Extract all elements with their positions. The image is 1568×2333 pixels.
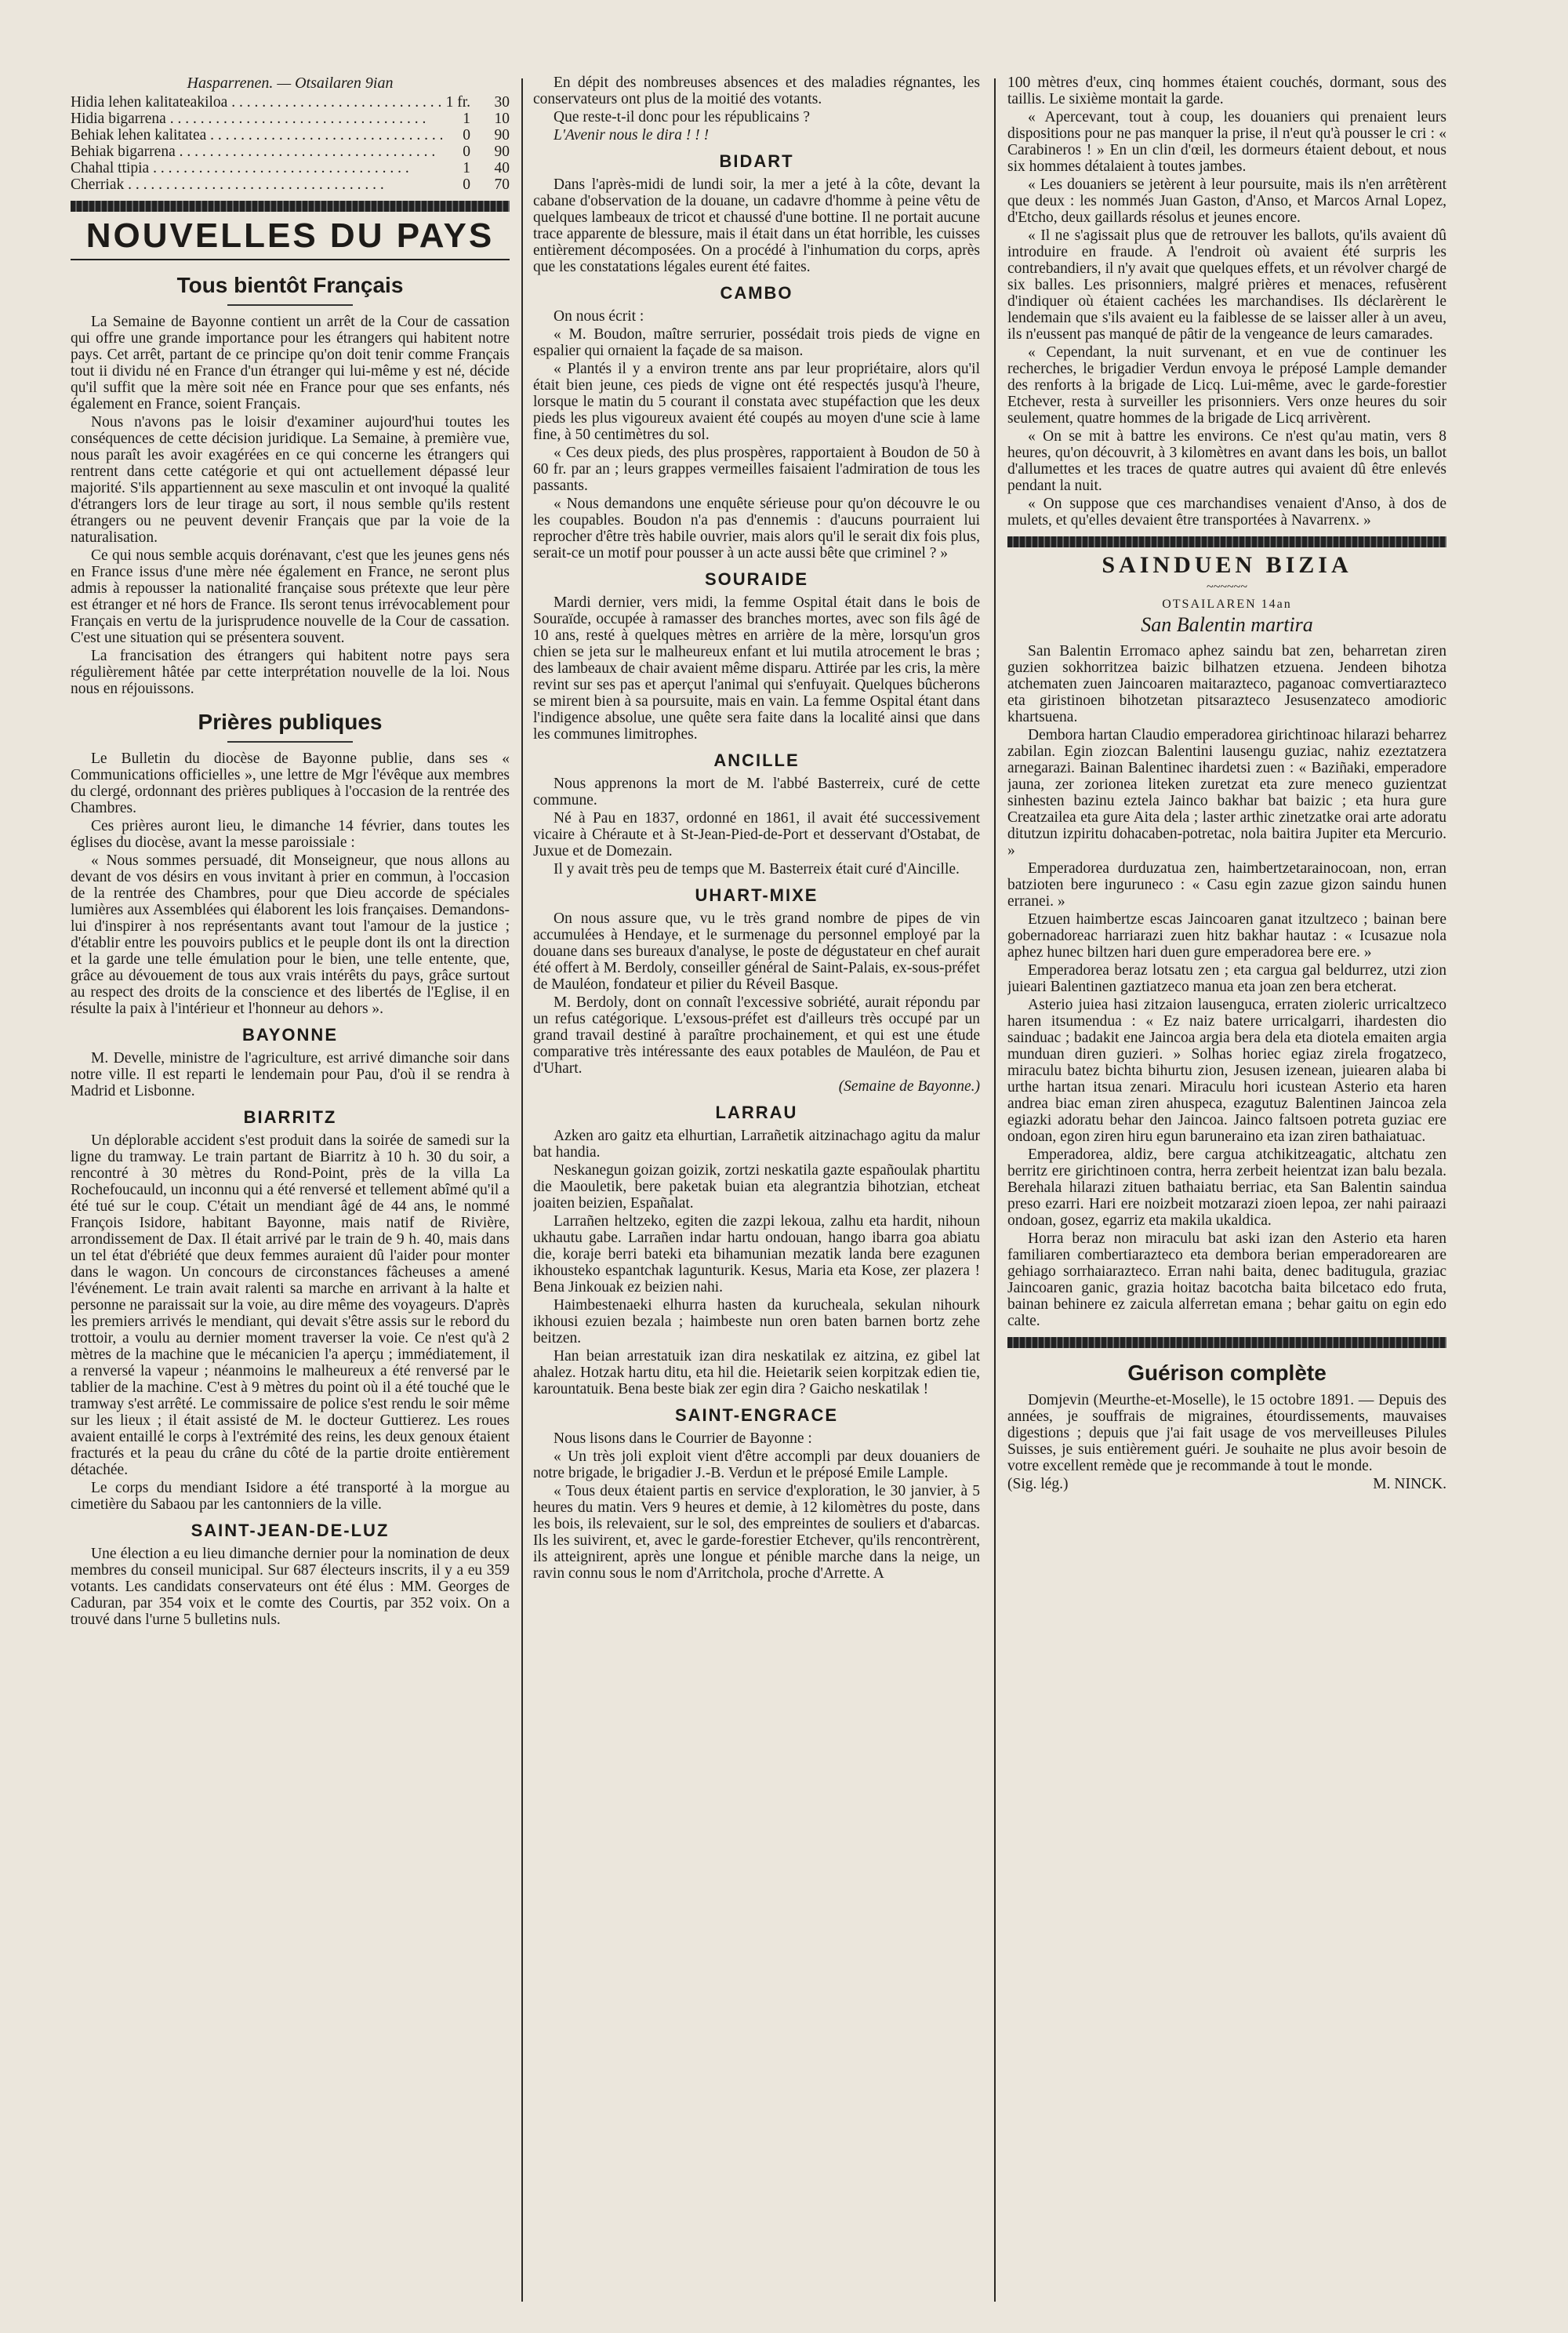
section-heading: BAYONNE — [242, 1025, 338, 1045]
section-banner: SAINDUEN BIZIA — [1102, 552, 1352, 578]
column-3 — [1007, 74, 1446, 2302]
paragraph: « Apercevant, tout à coup, les douaniers qui prenaient leurs dispositions pour ne pas manquer la prise, il n'eut qu'à pousser le cri : « Carabineros ! » En un clin d'œil, les dormeurs étaient debout, et nous six hommes détalaient à toutes jambes. — [1007, 109, 1446, 175]
paragraph: « Les douaniers se jetèrent à leur poursuite, mais ils n'en arrêtèrent que deux : les nommés Juan Gaston, d'Anso, et Marcos Arnal Lopez, d'Etcho, deux gaillards résolus et jeunes encore. — [1007, 176, 1446, 226]
paragraph: « M. Boudon, maître serrurier, possédait trois pieds de vigne en espalier qui ornaient la façade de sa maison. — [533, 326, 980, 359]
article-title: San Balentin martira — [1141, 613, 1313, 636]
paragraph: En dépit des nombreuses absences et des maladies régnantes, les conservateurs ont plus de la moitié des votants. — [533, 74, 980, 107]
paragraph: Han beian arrestatuik izan dira neskatilak ez aitzina, ez gibel lat ahalez. Hotzak hartu ditu, eta hil die. Heietarik seien korpitzak edien tie, karountatuik. Bena beste biak zer egin dira ? Gaicho neskatilak ! — [533, 1348, 980, 1397]
decorative-rule — [1007, 1337, 1446, 1348]
column-1 — [71, 74, 510, 2302]
price-row: Behiak bigarrena . . . 0 90 — [71, 144, 510, 160]
section-banner: NOUVELLES DU PAYS — [71, 216, 510, 260]
paragraph: La Semaine de Bayonne contient un arrêt de la Cour de cassation qui offre une grande importance pour les étrangers qui habitent notre pays. Cet arrêt, partant de ce principe qu'on doit tenir comme Français tout ii dividu né en France d'un étranger qui lui-même y est né, décide qu'il suffit que la mère soit née en France pour que ses enfants, nés également en France, soient Français. — [71, 314, 510, 412]
paragraph: Le corps du mendiant Isidore a été transporté à la morgue au cimetière du Sabaou par les cantonniers de la ville. — [71, 1480, 510, 1513]
paragraph: Horra beraz non miraculu bat aski izan den Asterio eta haren familiaren combertiarazteco eta dembora berian emperadorearen are gehiago sorrhaiarazteco. Erran nahi baita, denec baditugula, graziac Jaincoaren ganic, grazia hoitaz bacotcha baita bilcetaco edo fruta, bainan behinere ez zaicula alferretan emana ; behar gaitu on egin edo calte. — [1007, 1230, 1446, 1329]
paragraph: Il y avait très peu de temps que M. Basterreix était curé d'Aincille. — [554, 861, 960, 878]
article-title: Guérison complète — [1127, 1361, 1327, 1385]
paragraph: « Nous sommes persuadé, dit Monseigneur, que nous allons au devant de vos désirs en vous invitant à prier en commun, à l'occasion de la rentrée des Chambres, pour que Dieu accorde de spéciales lumières aux Assemblées qui élaborent les lois françaises. Demandons-lui d'inspirer à nos représentants avant tout l'amour de la justice ; d'établir entre les pouvoirs publics et le peuple dont ils ont la direction et la garde une telle émulation pour le bien, une telle entente, que, grâce au dévouement de tous aux vrais intérêts du pays, grâce surtout au respect des droits de la conscience et des libertés de l'Eglise, il en résulte la paix à l'intérieur et l'honneur au dehors ». — [71, 852, 510, 1017]
section-heading: BIDART — [719, 151, 794, 171]
section-heading: UHART-MIXE — [695, 885, 818, 905]
source-credit: (Semaine de Bayonne.) — [838, 1078, 980, 1095]
paragraph: La francisation des étrangers qui habitent notre pays sera régulièrement hâtée par cette interprétation nouvelle de la loi. Nous nous en réjouissons. — [71, 648, 510, 697]
paragraph: Haimbestenaeki elhurra hasten da kurucheala, sekulan nihourk ikhousi ezuien bezala ; haimbeste nun oren baten barnen bortz zehe beitzen. — [533, 1297, 980, 1346]
signature-line — [1007, 1476, 1446, 1493]
paragraph: « Tous deux étaient partis en service d'exploration, le 30 janvier, à 5 heures du matin. Vers 9 heures et demie, à 12 kilomètres du poste, dans les bois, ils relevaient, sur le sol, des empreintes de souliers et d'abarcas. Ils les suivirent, et, avec le garde-forestier Etchever, qu'ils rencontrèrent, ils atteignirent, après une longue et pénible marche dans la neige, un ravin connu sous le nom d'Arritchola, proche d'Arrette. A — [533, 1483, 980, 1582]
wave-ornament: ~~~~~~ — [1207, 580, 1247, 594]
decorative-rule — [71, 201, 510, 212]
column-2 — [533, 74, 980, 2302]
paragraph: Dembora hartan Claudio emperadorea girichtinoac hilarazi beharrez zabilan. Egin ziozcan Balentini lausengu guziac, nahiz ezeztatzera arnegarazi. Bainan Balentinec ihardetsi zuen : « Baziñaki, emperadore jauna, zer zorionea liteken zuretzat eta zure meneco guzientzat sinhesten bazinu eztela Jainco bakhar bat baizic ; eta hura gure Creatzailea eta gure Aita dela ; laster arthic zinetzatke orai arte adoratu ditutzun izpiritu dohacaben-potretac, nola baitira Jupiter eta Mercurio. » — [1007, 727, 1446, 859]
paragraph: Nous apprenons la mort de M. l'abbé Basterreix, curé de cette commune. — [533, 776, 980, 809]
section-heading: BIARRITZ — [243, 1107, 337, 1127]
price-row: Cherriak . . . 0 70 — [71, 176, 510, 193]
paragraph: Un déplorable accident s'est produit dans la soirée de samedi sur la ligne du tramway. Le train partant de Biarritz à 10 h. 30 du soir, a rencontré à 30 mètres du Rond-Point, près de la villa La Rochefoucauld, un inconnu qui a été renversé et tellement abîmé qu'il a été tué sur le coup. C'était un mendiant âgé de 44 ans, le nommé François Isidore, habitant Bayonne, mais natif de Rivière, arrondissement de Dax. Il était arrivé par le train de 9 h. 40, mais dans un tel état d'ébriété que deux femmes auraient dû l'aider pour monter dans le wagon. Un concours de circonstances fâcheuses a amené l'événement. Le train avait ralenti sa marche en arrivant à la halte et personne ne paraissait sur la voie, au dire même des voyageurs. D'après les premiers arrivés le mendiant, qui devait s'être assis sur le rebord du trottoir, a voulu au dernier moment traverser la voie. Ce n'est qu'à 2 mètres de la machine que le mécanicien l'a aperçu ; immédiatement, il a renversé la vapeur ; néanmoins le malheureux a été renversé par le tablier de la machine. C'est à 9 mètres du point où il a été touché que le tramway s'est arrêté. Le commissaire de police s'est rendu le soir même sur les lieux ; il était assisté de M. le docteur Guttierez. Les roues avaient entaillé le corps à l'extrémité des reins, les deux genoux étaient fracturés et la peau du crâne du côté de la partie droite entièrement détachée. — [71, 1132, 510, 1478]
paragraph: M. Develle, ministre de l'agriculture, est arrivé dimanche soir dans notre ville. Il est reparti le lendemain pour Pau, d'où il se rendra à Madrid et Lisbonne. — [71, 1050, 510, 1099]
section-heading: CAMBO — [720, 283, 793, 303]
paragraph: M. Berdoly, dont on connaît l'excessive sobriété, aurait répondu par un refus catégorique. L'exsous-préfet est d'ailleurs très occupé par un grand travail destiné à paraître prochainement, et qui est une étude comparative très intéressante des eaux potables de Mauléon, de Pau et d'Uhart. — [533, 994, 980, 1077]
paragraph: Emperadorea durduzatua zen, haimbertzetarainocoan, non, erran batzioten bere inguruneco : « Casu egin zazue gizon saindu hunen erranei. » — [1007, 860, 1446, 910]
paragraph: Mardi dernier, vers midi, la femme Ospital était dans le bois de Souraïde, occupée à ramasser des branches mortes, avec son fils âgé de 10 ans, resté à quelques mètres en arrière de la mère, lorsqu'un gros chien se jeta sur le malheureux enfant et lui mutila atrocement le bras ; des lambeaux de chair avaient même disparu. Attirée par les cris, la mère revint sur ses pas et aperçut l'animal qui s'enfuyait. Quelques bûcherons se mirent bien à sa poursuite, mais en vain. La femme Ospital étant dans l'indigence absolue, une quête sera faite dans la localité ainsi que dans les communes limitrophes. — [533, 594, 980, 743]
paragraph: On nous écrit : — [554, 308, 644, 325]
paragraph: Que reste-t-il donc pour les républicains ? — [554, 109, 811, 125]
article-title: Prières publiques — [198, 710, 383, 734]
paragraph: Le Bulletin du diocèse de Bayonne publie, dans ses « Communications officielles », une lettre de Mgr l'évêque aux membres du clergé, ordonnant des prières publiques à l'occasion de la rentrée des Chambres. — [71, 750, 510, 816]
paragraph: On nous assure que, vu le très grand nombre de pipes de vin accumulées à Hendaye, et le surmenage du personnel employé par la douane dans ses bureaux d'analyse, le poste de dégustateur en chef aurait été offert à M. Berdoly, conseiller général de Saint-Palais, ex-sous-préfet de Mauléon, fondateur et pilier du Réveil Basque. — [533, 910, 980, 993]
signature-name: M. NINCK. — [1373, 1476, 1446, 1492]
paragraph: Nous lisons dans le Courrier de Bayonne : — [554, 1430, 812, 1447]
paragraph: Né à Pau en 1837, ordonné en 1861, il avait été successivement vicaire à Chéraute et à St-Jean-Pied-de-Port et desservant d'Ostabat, de Juxue et de Domezain. — [533, 810, 980, 859]
paragraph: « Cependant, la nuit survenant, et en vue de continuer les recherches, le brigadier Verdun envoya le préposé Lample demander des renforts à la brigade de Licq. Lui-même, avec le garde-forestier Etchever, resta à surveiller les prisonniers. Vers onze heures du soir seulement, quatre hommes de la brigade de Licq arrivèrent. — [1007, 344, 1446, 427]
paragraph: Domjevin (Meurthe-et-Moselle), le 15 octobre 1891. — Depuis des années, je souffrais de migraines, étourdissements, mauvaises digestions ; depuis que j'ai fait usage de vos merveilleuses Pilules Suisses, je suis entièrement guéri. Je souhaite ne plus avoir besoin de votre excellent remède que je recommande à tout le monde. — [1007, 1392, 1446, 1474]
paragraph: Asterio juiea hasi zitzaion lausenguca, erraten zioleric urricaltzeco haren itsumendua : « Ez naiz batere urricalgarri, ihardesten dio sainduac ; badakit ene Jaincoa argia bera dela eta diotela emaiten argia munduan diren guzieri. » Solhas horiec egiaz zirela frogatzeco, miraculu batez bichta bihurtu zion, Jesusen izenean, juiearen alaba bi urthe hartan itsua zenari. Miraculu hori icustean Asterio eta haren andrea biac eman ziren ahuspeca, ezagutuz Balentinen Jaincoa zela egiazki adoratu behar den Jaincoa. Jainco faltsoen potreta guziac ere ondoan, egon ziren hiru egun baruneraino eta izan ziren bathaiatuac. — [1007, 997, 1446, 1145]
paragraph: « Ces deux pieds, des plus prospères, rapportaient à Boudon de 50 à 60 fr. par an ; leurs grappes vermeilles faisaient l'admiration de tous les passants. — [533, 445, 980, 494]
section-heading: LARRAU — [715, 1103, 798, 1122]
paragraph: Emperadorea beraz lotsatu zen ; eta cargua gal beldurrez, utzi zion juieari Balentinen gaztiatzeco manua eta joan zen bera etcherat. — [1007, 962, 1446, 995]
paragraph: L'Avenir nous le dira ! ! ! — [554, 127, 710, 144]
price-row: Chahal ttipia . . . 1 40 — [71, 160, 510, 176]
divider — [227, 304, 353, 306]
section-heading: SAINT-ENGRACE — [674, 1405, 839, 1425]
paragraph: « Nous demandons une enquête sérieuse pour qu'on découvre le ou les coupables. Boudon n'a pas d'ennemis : d'aucuns pourraient lui reprocher d'être très habile ouvrier, mais alors qu'il le serait dix fois plus, serait-ce un motif pour pousser à un acte aussi bête que criminel ? » — [533, 496, 980, 561]
section-date: OTSAILAREN 14an — [1162, 598, 1292, 611]
signature-note: (Sig. lég.) — [1007, 1476, 1069, 1492]
paragraph: Ces prières auront lieu, le dimanche 14 février, dans toutes les églises du diocèse, avant la messe paroissiale : — [71, 818, 510, 851]
column-rule — [521, 78, 523, 2302]
paragraph: San Balentin Erromaco aphez saindu bat zen, beharretan ziren guzien sokhorritzea baizic bilhatzen etzuena. Jendeen bihotza atchematen zuen Jaincoaren maitarazteco, paganoac comvertiarazteco eta giristinoen bihotzetan pitsarazteco Jesusenzateco amodioric khartsuena. — [1007, 643, 1446, 725]
price-row: Hidia lehen kalitateakiloa . . . 1 fr. 30 — [71, 94, 510, 111]
divider — [227, 741, 353, 743]
paragraph: Larrañen heltzeko, egiten die zazpi lekoua, zalhu eta hardit, nihoun ukhautu gabe. Larrañen indar hartu ondouan, hango ibarra goa abiatu die, koraje berri bateki eta bihamunian mezatik landa bere ezagunen ikhousteko espantchak lagunturik. Kesus, Maria eta Kose, zer plazera ! Bena Jinkouak ez beizien nahi. — [533, 1213, 980, 1296]
price-list-header: Hasparrenen. — Otsailaren 9ian — [187, 74, 394, 92]
paragraph: « Il ne s'agissait plus que de retrouver les ballots, qu'ils avaient dû introduire en fraude. A l'endroit où avaient été surpris les contrebandiers, il n'y avait que quelques effets, et un révolver chargé de six balles. Les prisonniers, malgré prières et menaces, refusèrent d'indiquer où étaient cachées les marchandises. Ils déclarèrent le lendemain que s'ils avaient eu la faiblesse de se laisser aller à un aveu, ils n'eussent pas manqué de pâtir de la vengeance de leurs camarades. — [1007, 227, 1446, 343]
price-row: Hidia bigarrena . . . 1 10 — [71, 111, 510, 127]
section-heading: SAINT-JEAN-DE-LUZ — [191, 1521, 390, 1540]
paragraph: Nous n'avons pas le loisir d'examiner aujourd'hui toutes les conséquences de cette décision juridique. La Semaine, à première vue, nous paraît les avoir exagérées en ce qui concerne les étrangers qui rentrent dans cette catégorie et qui ont actuellement dépassé leur majorité. S'ils appartiennent au sexe masculin et ont invoqué la qualité d'étrangers lors de leur tirage au sort, il nous semble qu'ils restent étrangers ou ne peuvent devenir Français que par la voie de la naturalisation. — [71, 414, 510, 546]
paragraph: Azken aro gaitz eta elhurtian, Larrañetik aitzinachago agitu da malur bat handia. — [533, 1128, 980, 1161]
section-heading: SOURAIDE — [704, 569, 809, 589]
article-title: Tous bientôt Français — [176, 273, 404, 297]
paragraph: « On suppose que ces marchandises venaient d'Anso, à dos de mulets, et qu'elles devaient être transportées à Navarrenx. » — [1007, 496, 1446, 529]
decorative-rule — [1007, 536, 1446, 547]
paragraph: Emperadorea, aldiz, bere cargua atchikitzeagatic, altchatu zen berritz ere girichtinoen contra, herra zerbeit heientzat izan balu bezala. Berehala hilarazi zituen bathaiatu berriac, eta San Balentin saindua preso ezarri. Hari ere noizbeit motzarazi zioen lepoa, zer nahi pairaazi ondoan, gosez, egarriz eta makila ukaldica. — [1007, 1147, 1446, 1229]
paragraph: « Un très joli exploit vient d'être accompli par deux douaniers de notre brigade, le brigadier J.-B. Verdun et le préposé Emile Lample. — [533, 1448, 980, 1481]
paragraph: Neskanegun goizan goizik, zortzi neskatila gazte españoulak phartitu die Maouletik, bere paketak buian eta alegrantzia bihotzian, etcheat joaiten beizien, Españalat. — [533, 1162, 980, 1212]
price-row: Behiak lehen kalitatea . . . 0 90 — [71, 127, 510, 144]
paragraph: Ce qui nous semble acquis dorénavant, c'est que les jeunes gens nés en France issus d'une mère née également en France, ne seront plus admis à repousser la nationalité française sous prétexte que leur père est étranger et né hors de France. Ils seront tenus irrévocablement pour Français en vertu de la jurisprudence nouvelle de la Cour de cassation. C'est une situation qui se présentera souvent. — [71, 547, 510, 646]
paragraph: Une élection a eu lieu dimanche dernier pour la nomination de deux membres du conseil municipal. Sur 687 électeurs inscrits, il y a eu 359 votants. Les candidats conservateurs ont été élus : MM. Georges de Caduran, par 354 voix et le comte des Courtis, par 352 voix. On a trouvé dans l'urne 5 bulletins nuls. — [71, 1546, 510, 1628]
paragraph: « Plantés il y a environ trente ans par leur propriétaire, alors qu'il était bien jeune, ces pieds de vigne ont été respectés jusqu'à l'heure, lorsque le matin du 5 courant il constata avec stupéfaction que les deux pieds les plus vigoureux avaient été coupés au moyen d'une scie à lame fine, à 50 centimètres du sol. — [533, 361, 980, 443]
price-list — [71, 94, 510, 193]
section-heading: ANCILLE — [713, 750, 800, 770]
paragraph: « On se mit à battre les environs. Ce n'est qu'au matin, vers 8 heures, qu'on découvrit, à 3 kilomètres en avant dans les bois, un ballot d'allumettes et les traces de quatre autres qui avaient dû être enlevés pendant la nuit. — [1007, 428, 1446, 494]
paragraph: 100 mètres d'eux, cinq hommes étaient couchés, dormant, sous des taillis. Le sixième montait la garde. — [1007, 74, 1446, 107]
column-rule — [994, 78, 996, 2302]
paragraph: Dans l'après-midi de lundi soir, la mer a jeté à la côte, devant la cabane d'observation de la douane, un cadavre d'homme à peine vêtu de quelques lambeaux de tricot et chaussé d'une bottine. Il ne portait aucune trace apparente de blessure, mais il était dans un état horrible, les cuisses entièrement décomposées. On a procédé à l'inhumation du corps, après que les constatations légales eurent été faites. — [533, 176, 980, 275]
paragraph: Etzuen haimbertze escas Jaincoaren ganat itzultzeco ; bainan bere gobernadoreac harriarazi zuen hitz bakhar hautaz : « Icusazue nola aphez hunec biltzen hari duen gure emperadorea bere ere. » — [1007, 911, 1446, 961]
